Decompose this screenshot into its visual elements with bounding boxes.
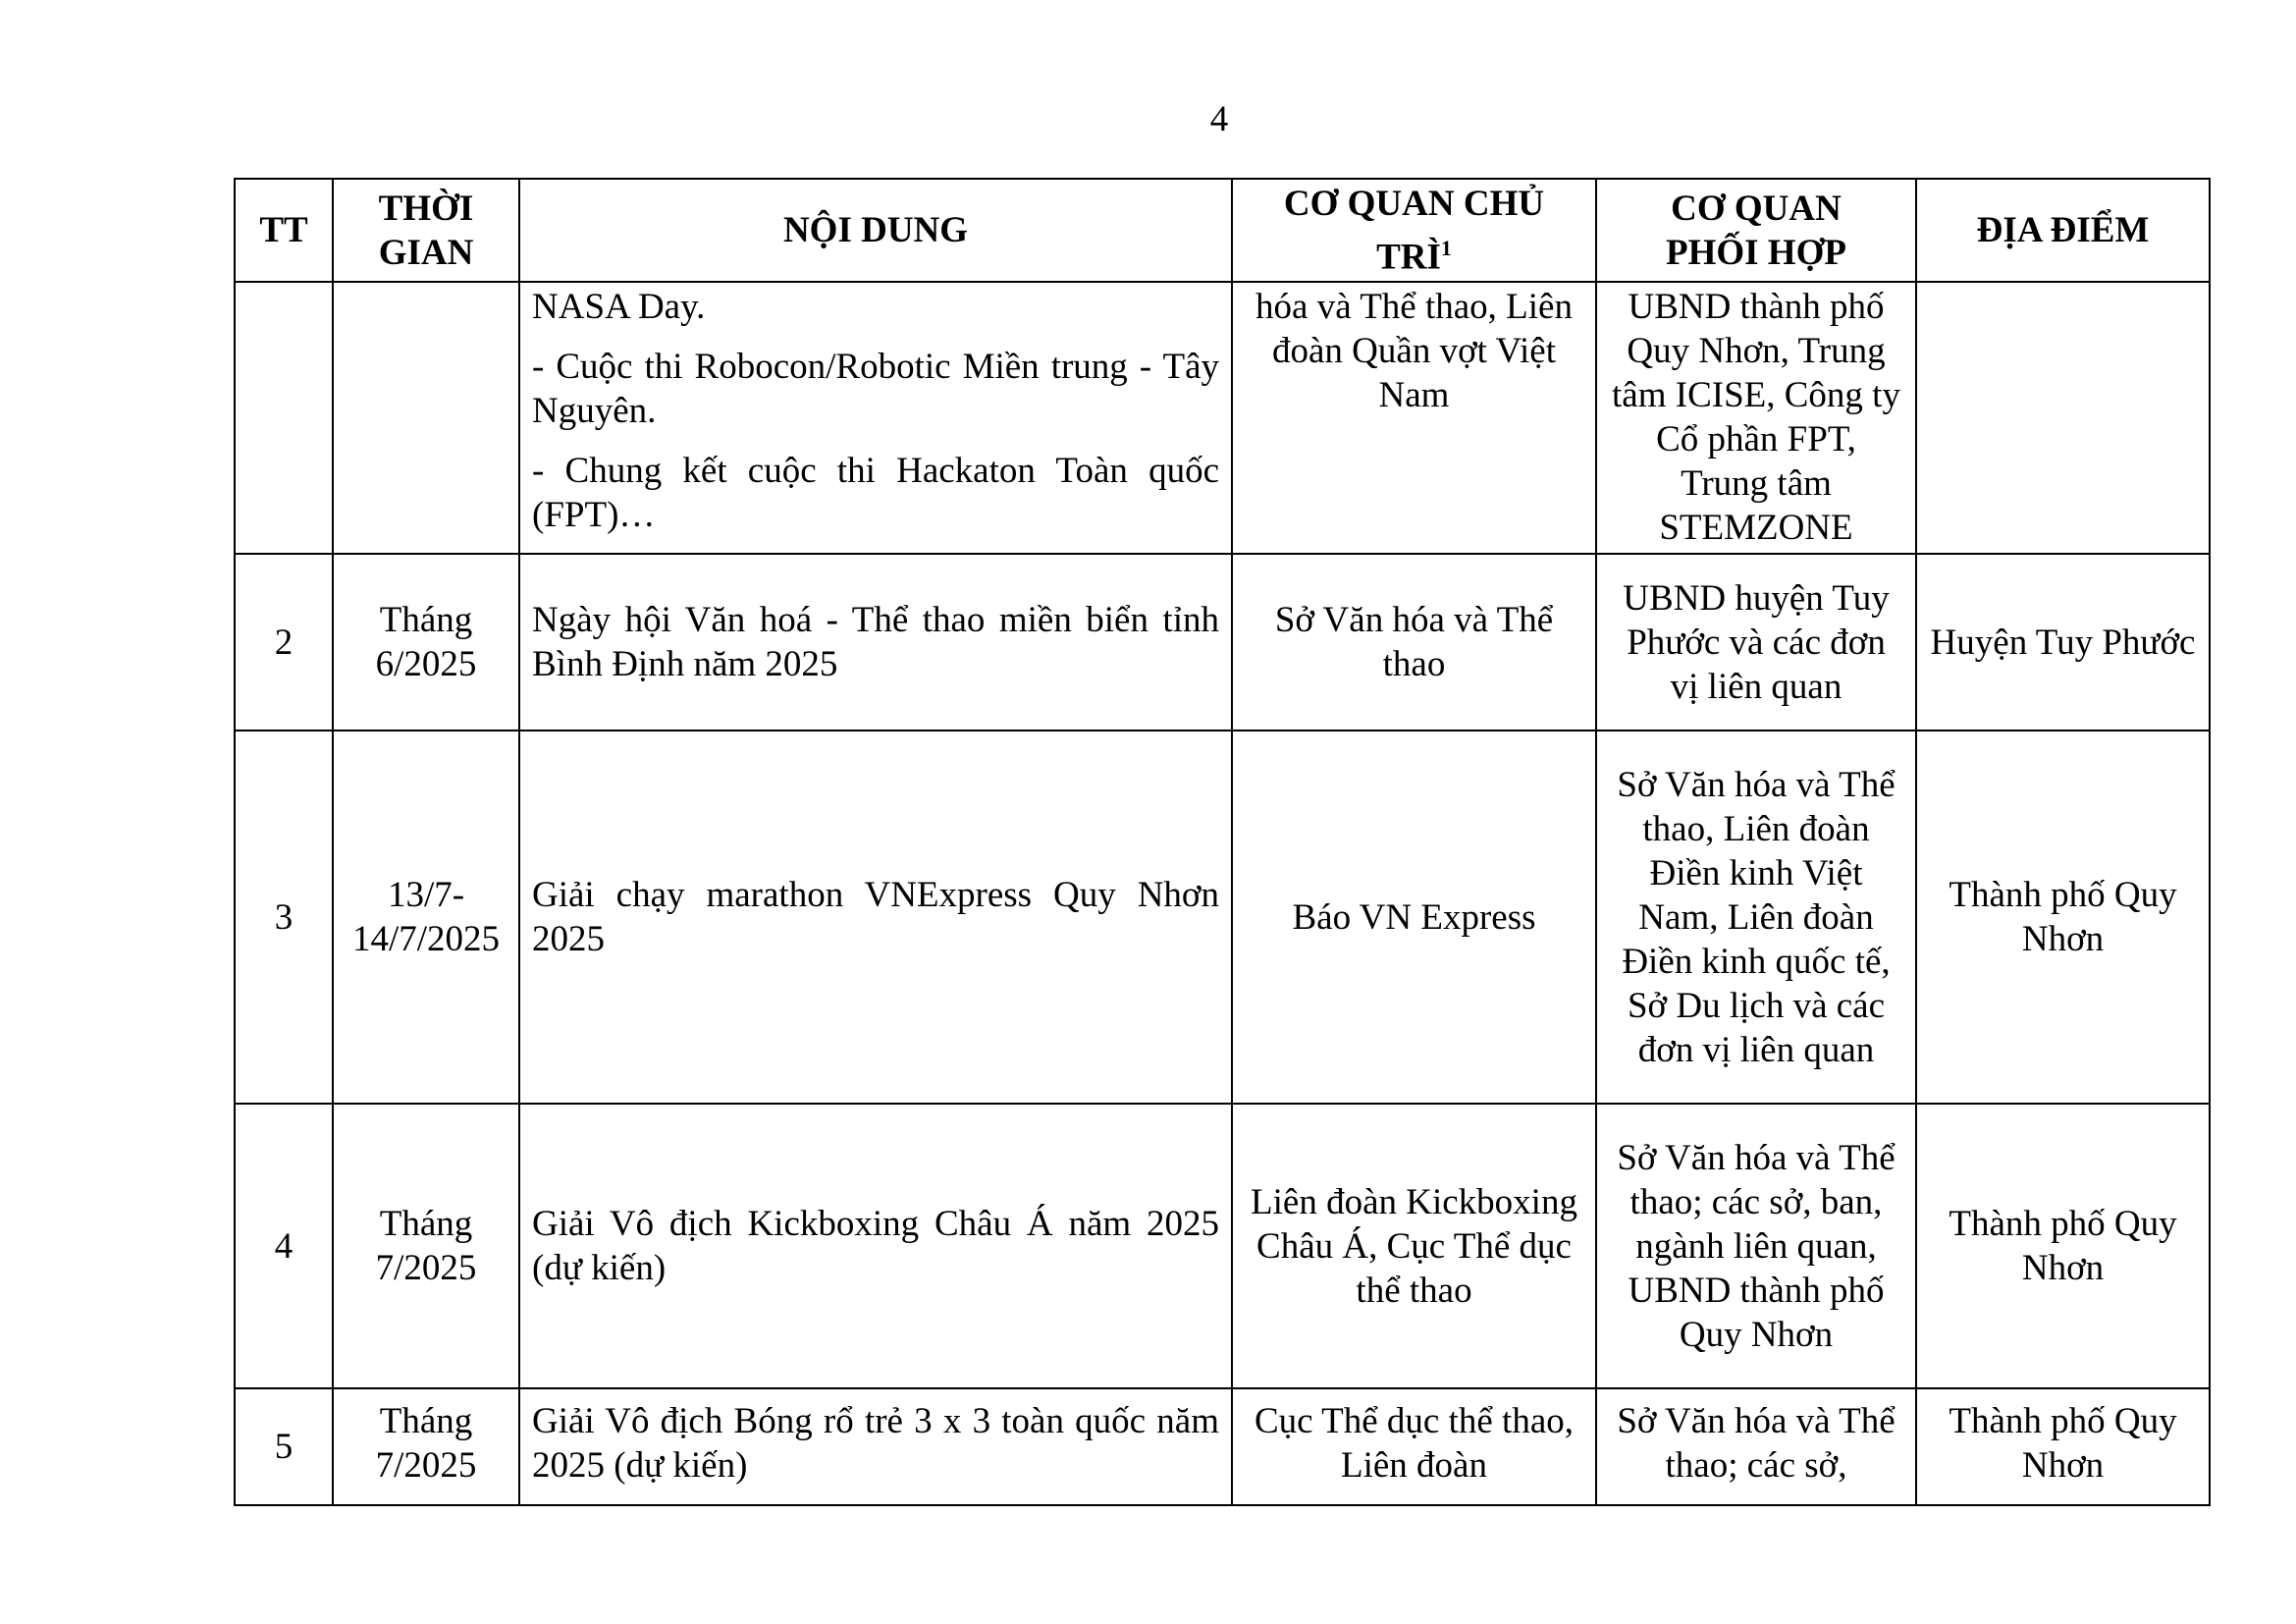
table-row — [235, 1388, 2210, 1505]
table-row — [235, 554, 2210, 731]
cell-content: Giải chạy marathon VNExpress Quy Nhơn 2025 — [519, 731, 1232, 1104]
header-content: NỘI DUNG — [519, 179, 1232, 282]
cell-tt: 3 — [235, 731, 333, 1104]
content-line: - Cuộc thi Robocon/Robotic Miền trung - Tây Nguyên. — [532, 347, 1219, 431]
header-host — [1232, 179, 1596, 282]
cell-time: Tháng 7/2025 — [333, 1388, 519, 1505]
header-partner: CƠ QUAN PHỐI HỢP — [1596, 179, 1916, 282]
header-host-label: CƠ QUAN CHỦ TRÌ — [1283, 183, 1545, 278]
cell-partner: Sở Văn hóa và Thể thao, Liên đoàn Điền kinh Việt Nam, Liên đoàn Điền kinh quốc tế, Sở Du lịch và các đơn vị liên quan — [1596, 731, 1916, 1104]
cell-content — [519, 282, 1232, 554]
cell-time: 13/7-14/7/2025 — [333, 731, 519, 1104]
cell-partner: UBND huyện Tuy Phước và các đơn vị liên quan — [1596, 554, 1916, 731]
cell-host: Cục Thể dục thể thao, Liên đoàn — [1232, 1388, 1596, 1505]
cell-location: Thành phố Quy Nhơn — [1916, 1104, 2210, 1388]
cell-time: Tháng 7/2025 — [333, 1104, 519, 1388]
page-number: 4 — [1209, 99, 1229, 139]
cell-host: Báo VN Express — [1232, 731, 1596, 1104]
content-line: - Chung kết cuộc thi Hackaton Toàn quốc (FPT)… — [532, 451, 1219, 535]
cell-content: Ngày hội Văn hoá - Thể thao miền biển tỉnh Bình Định năm 2025 — [519, 554, 1232, 731]
cell-partner: UBND thành phố Quy Nhơn, Trung tâm ICISE, Công ty Cổ phần FPT, Trung tâm STEMZONE — [1596, 282, 1916, 554]
cell-partner: Sở Văn hóa và Thể thao; các sở, — [1596, 1388, 1916, 1505]
cell-tt: 2 — [235, 554, 333, 731]
table-header-row — [235, 179, 2210, 282]
cell-time: Tháng 6/2025 — [333, 554, 519, 731]
events-table — [234, 178, 2211, 1506]
cell-tt: 4 — [235, 1104, 333, 1388]
cell-tt: 5 — [235, 1388, 333, 1505]
header-time: THỜI GIAN — [333, 179, 519, 282]
header-location: ĐỊA ĐIỂM — [1916, 179, 2210, 282]
cell-location: Thành phố Quy Nhơn — [1916, 731, 2210, 1104]
table-row — [235, 731, 2210, 1104]
cell-host: Liên đoàn Kickboxing Châu Á, Cục Thể dục thể thao — [1232, 1104, 1596, 1388]
cell-location: Huyện Tuy Phước — [1916, 554, 2210, 731]
cell-location — [1916, 282, 2210, 554]
cell-host: hóa và Thể thao, Liên đoàn Quần vợt Việt Nam — [1232, 282, 1596, 554]
cell-time — [333, 282, 519, 554]
cell-location: Thành phố Quy Nhơn — [1916, 1388, 2210, 1505]
cell-content: Giải Vô địch Bóng rổ trẻ 3 x 3 toàn quốc năm 2025 (dự kiến) — [519, 1388, 1232, 1505]
header-tt: TT — [235, 179, 333, 282]
content-line: NASA Day. — [532, 287, 706, 327]
cell-content: Giải Vô địch Kickboxing Châu Á năm 2025 (dự kiến) — [519, 1104, 1232, 1388]
cell-partner: Sở Văn hóa và Thể thao; các sở, ban, ngành liên quan, UBND thành phố Quy Nhơn — [1596, 1104, 1916, 1388]
footnote-marker: 1 — [1440, 235, 1452, 260]
table-row — [235, 1104, 2210, 1388]
cell-host: Sở Văn hóa và Thể thao — [1232, 554, 1596, 731]
table-row — [235, 282, 2210, 554]
cell-tt — [235, 282, 333, 554]
